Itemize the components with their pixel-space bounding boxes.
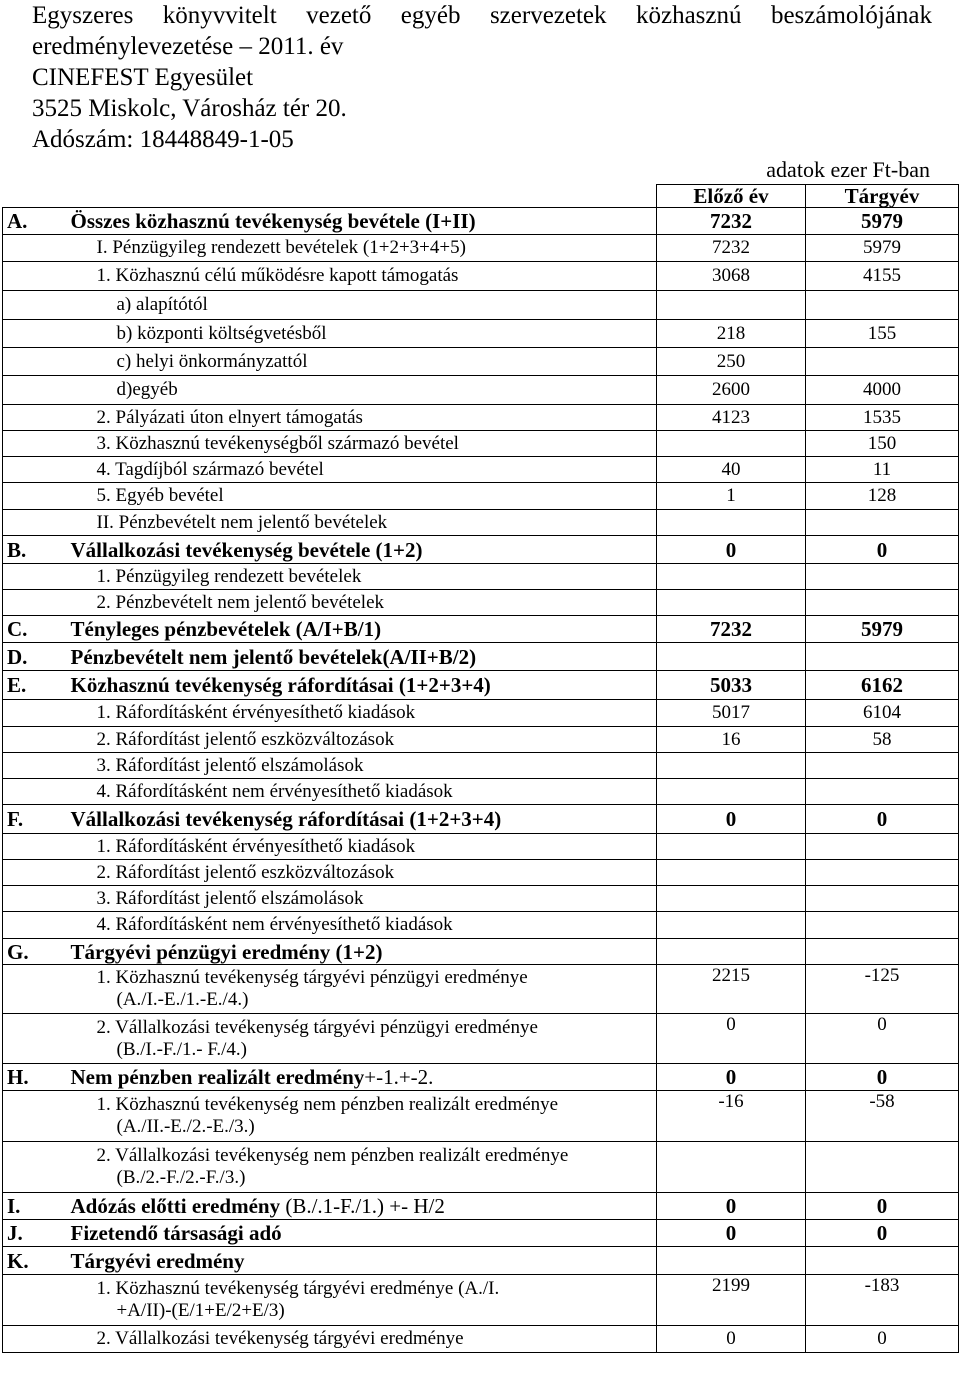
table-row (3, 235, 959, 262)
row-label: 2. Ráfordítást jelentő eszközváltozások (96, 728, 395, 750)
organization-name: CINEFEST Egyesület (32, 64, 254, 91)
table-row (3, 1142, 959, 1193)
row-letter (3, 510, 61, 536)
value-prev-year (657, 564, 806, 590)
row-label-continuation: (B./I.-F./1.- F./4.) (116, 1038, 247, 1060)
value-current-year: 0 (806, 1193, 959, 1220)
row-description (61, 700, 657, 727)
value-current-year (806, 753, 959, 779)
value-current-year: 6162 (806, 671, 959, 700)
row-letter (3, 590, 61, 616)
row-description (61, 510, 657, 536)
table-row (3, 1091, 959, 1142)
table-row (3, 405, 959, 431)
value-prev-year (657, 912, 806, 939)
row-letter (3, 886, 61, 912)
report-title-line2: eredménylevezetése – 2011. év (32, 33, 344, 60)
value-current-year: 128 (806, 483, 959, 510)
row-label: 2. Vállalkozási tevékenység tárgyévi eredménye (96, 1328, 464, 1349)
row-description (61, 1220, 657, 1247)
value-current-year (806, 1247, 959, 1275)
value-prev-year: 7232 (657, 616, 806, 643)
row-label: I. Pénzügyileg rendezett bevételek (1+2+3+4+5) (96, 237, 466, 258)
report-header (32, 0, 932, 155)
row-description (61, 939, 657, 965)
row-description (61, 483, 657, 510)
value-prev-year: 4123 (657, 405, 806, 431)
row-label: 1. Ráfordításként érvényesíthető kiadások (96, 835, 416, 857)
row-letter (3, 1326, 61, 1353)
row-letter (3, 235, 61, 262)
row-label: 2. Ráfordítást jelentő eszközváltozások (96, 861, 395, 883)
table-row (3, 1193, 959, 1220)
value-prev-year (657, 291, 806, 320)
value-current-year (806, 643, 959, 671)
row-letter (3, 291, 61, 320)
row-description (61, 912, 657, 939)
row-label: 1. Közhasznú tevékenység tárgyévi pénzügyi eredménye (96, 967, 528, 988)
row-description (61, 564, 657, 590)
row-letter: A. (3, 208, 61, 235)
value-current-year (806, 886, 959, 912)
value-prev-year: 1 (657, 483, 806, 510)
table-row (3, 483, 959, 510)
value-prev-year: 0 (657, 805, 806, 834)
value-prev-year (657, 779, 806, 805)
row-label: Közhasznú tevékenység ráfordításai (1+2+3+4) (70, 673, 491, 697)
table-row (3, 616, 959, 643)
table-row (3, 700, 959, 727)
row-label: 1. Ráfordításként érvényesíthető kiadások (96, 702, 416, 723)
value-current-year (806, 834, 959, 860)
row-description (61, 1142, 657, 1193)
table-row (3, 564, 959, 590)
row-label: Tényleges pénzbevételek (A/I+B/1) (70, 617, 382, 641)
row-letter (3, 262, 61, 291)
value-current-year: 0 (806, 1014, 959, 1064)
value-prev-year: 7232 (657, 208, 806, 235)
row-letter (3, 1275, 61, 1326)
value-prev-year (657, 1247, 806, 1275)
row-letter (3, 779, 61, 805)
row-label: 1. Közhasznú tevékenység nem pénzben realizált eredménye (96, 1094, 559, 1115)
row-label: Összes közhasznú tevékenység bevétele (I+II) (70, 209, 476, 233)
value-prev-year (657, 510, 806, 536)
table-row (3, 1247, 959, 1275)
value-prev-year (657, 643, 806, 671)
row-label: II. Pénzbevételt nem jelentő bevételek (96, 511, 388, 533)
value-current-year (806, 939, 959, 965)
row-label: 4. Tagdíjból származó bevétel (96, 458, 324, 480)
organization-address: 3525 Miskolc, Városház tér 20. (32, 95, 347, 122)
table-row (3, 671, 959, 700)
value-current-year: 150 (806, 431, 959, 457)
row-label: 3. Ráfordítást jelentő elszámolások (96, 754, 364, 776)
value-current-year: -125 (806, 965, 959, 1014)
row-letter (3, 965, 61, 1014)
row-description (61, 860, 657, 886)
row-description (61, 262, 657, 291)
report-title-line1: Egyszeres könyvvitelt vezető egyéb szervezetek közhasznú beszámolójának (32, 2, 932, 29)
value-prev-year (657, 1142, 806, 1193)
value-prev-year: 0 (657, 1193, 806, 1220)
value-prev-year: 0 (657, 1014, 806, 1064)
row-description (61, 643, 657, 671)
row-description (61, 671, 657, 700)
table-row (3, 590, 959, 616)
value-current-year: 0 (806, 1326, 959, 1353)
row-description (61, 753, 657, 779)
column-header-row (3, 185, 959, 208)
row-letter (3, 457, 61, 483)
value-prev-year: 2600 (657, 376, 806, 405)
table-row (3, 262, 959, 291)
table-row (3, 1014, 959, 1064)
value-current-year: 4000 (806, 376, 959, 405)
row-letter: H. (3, 1064, 61, 1091)
row-letter (3, 753, 61, 779)
row-description (61, 1091, 657, 1142)
table-row (3, 1275, 959, 1326)
value-current-year: 6104 (806, 700, 959, 727)
row-description (61, 616, 657, 643)
value-prev-year: 0 (657, 1220, 806, 1247)
value-prev-year (657, 834, 806, 860)
table-row (3, 1064, 959, 1091)
table-row (3, 727, 959, 753)
row-letter (3, 727, 61, 753)
row-label: 3. Közhasznú tevékenységből származó bevétel (96, 432, 459, 454)
row-label: Adózás előtti eredmény (70, 1194, 281, 1218)
row-description (61, 376, 657, 405)
row-letter: I. (3, 1193, 61, 1220)
value-current-year (806, 510, 959, 536)
row-letter: E. (3, 671, 61, 700)
value-current-year: -183 (806, 1275, 959, 1326)
row-label-suffix: (B./.1-F./1.) +- H/2 (280, 1194, 445, 1218)
row-label: 2. Pénzbevételt nem jelentő bevételek (96, 591, 385, 613)
value-current-year (806, 291, 959, 320)
row-label: Nem pénzben realizált eredmény (70, 1065, 365, 1089)
row-description (61, 779, 657, 805)
value-current-year: 0 (806, 1220, 959, 1247)
row-label-continuation: (A./II.-E./2.-E./3.) (116, 1116, 255, 1137)
row-label: a) alapítótól (116, 294, 208, 315)
value-current-year: 0 (806, 1064, 959, 1091)
row-label: 3. Ráfordítást jelentő elszámolások (96, 887, 364, 909)
value-prev-year: 250 (657, 348, 806, 376)
value-prev-year: 0 (657, 1064, 806, 1091)
row-letter: F. (3, 805, 61, 834)
unit-note: adatok ezer Ft-ban (766, 157, 930, 182)
table-row (3, 510, 959, 536)
row-label-suffix: +-1.+-2. (364, 1065, 434, 1089)
table-row (3, 965, 959, 1014)
value-prev-year: 218 (657, 320, 806, 348)
row-description (61, 1193, 657, 1220)
value-current-year (806, 590, 959, 616)
row-letter (3, 860, 61, 886)
table-row (3, 431, 959, 457)
row-description (61, 1326, 657, 1353)
value-current-year: 58 (806, 727, 959, 753)
table-row (3, 348, 959, 376)
table-row (3, 912, 959, 939)
row-description (61, 1064, 657, 1091)
value-prev-year: 3068 (657, 262, 806, 291)
row-label: Vállalkozási tevékenység bevétele (1+2) (70, 537, 423, 562)
table-row (3, 536, 959, 564)
row-description (61, 805, 657, 834)
row-description (61, 1247, 657, 1275)
table-row (3, 291, 959, 320)
table-row (3, 805, 959, 834)
table-row (3, 886, 959, 912)
income-statement-table (2, 184, 959, 1353)
value-current-year: 5979 (806, 616, 959, 643)
table-row (3, 753, 959, 779)
row-label: 2. Vállalkozási tevékenység nem pénzben realizált eredménye (96, 1145, 569, 1166)
row-label: Fizetendő társasági adó (70, 1221, 282, 1245)
table-row (3, 457, 959, 483)
row-label: c) helyi önkormányzattól (116, 350, 308, 372)
value-current-year: 5979 (806, 208, 959, 235)
row-description (61, 348, 657, 376)
value-prev-year: 16 (657, 727, 806, 753)
value-current-year (806, 564, 959, 590)
value-current-year: -58 (806, 1091, 959, 1142)
row-letter: K. (3, 1247, 61, 1275)
row-letter (3, 1014, 61, 1064)
row-letter (3, 483, 61, 510)
table-row (3, 208, 959, 235)
column-current-year: Tárgyév (806, 185, 959, 208)
row-description (61, 965, 657, 1014)
value-prev-year: 5033 (657, 671, 806, 700)
row-label: Pénzbevételt nem jelentő bevételek(A/II+B/2) (70, 644, 477, 669)
row-label-continuation: (B./2.-F./2.-F./3.) (116, 1167, 246, 1188)
row-label: Vállalkozási tevékenység ráfordításai (1+2+3+4) (70, 807, 502, 831)
value-current-year: 11 (806, 457, 959, 483)
value-prev-year: 2199 (657, 1275, 806, 1326)
row-description (61, 457, 657, 483)
row-letter (3, 1091, 61, 1142)
row-label: 5. Egyéb bevétel (96, 485, 224, 506)
row-label: 2. Vállalkozási tevékenység tárgyévi pénzügyi eredménye (96, 1016, 538, 1038)
row-label: Tárgyévi pénzügyi eredmény (1+2) (70, 939, 383, 964)
row-letter: G. (3, 939, 61, 965)
row-description (61, 727, 657, 753)
value-prev-year: -16 (657, 1091, 806, 1142)
table-row (3, 643, 959, 671)
table-row (3, 939, 959, 965)
row-description (61, 590, 657, 616)
row-description (61, 320, 657, 348)
row-label-continuation: +A/II)-(E/1+E/2+E/3) (116, 1300, 285, 1321)
table-row (3, 320, 959, 348)
row-label: 1. Pénzügyileg rendezett bevételek (96, 565, 362, 587)
value-current-year (806, 860, 959, 886)
row-label: 1. Közhasznú tevékenység tárgyévi eredménye (A./I. (96, 1278, 500, 1299)
row-letter (3, 912, 61, 939)
row-letter (3, 834, 61, 860)
value-prev-year: 40 (657, 457, 806, 483)
row-label: Tárgyévi eredmény (70, 1248, 245, 1273)
row-letter: B. (3, 536, 61, 564)
column-prev-year: Előző év (657, 185, 806, 208)
value-prev-year (657, 886, 806, 912)
value-current-year (806, 779, 959, 805)
value-prev-year (657, 860, 806, 886)
row-label: 1. Közhasznú célú működésre kapott támogatás (96, 265, 459, 286)
row-description (61, 405, 657, 431)
value-prev-year (657, 753, 806, 779)
row-description (61, 235, 657, 262)
value-current-year: 1535 (806, 405, 959, 431)
row-letter (3, 431, 61, 457)
row-label: d)egyéb (116, 379, 178, 400)
row-letter (3, 700, 61, 727)
value-prev-year (657, 939, 806, 965)
table-row (3, 376, 959, 405)
value-current-year (806, 1142, 959, 1193)
value-current-year: 4155 (806, 262, 959, 291)
value-current-year: 0 (806, 805, 959, 834)
row-description (61, 536, 657, 564)
table-row (3, 1220, 959, 1247)
row-label: 2. Pályázati úton elnyert támogatás (96, 406, 363, 428)
row-letter: D. (3, 643, 61, 671)
row-description (61, 431, 657, 457)
value-prev-year: 0 (657, 536, 806, 564)
value-prev-year: 2215 (657, 965, 806, 1014)
row-letter (3, 320, 61, 348)
row-description (61, 208, 657, 235)
value-prev-year (657, 431, 806, 457)
value-current-year (806, 912, 959, 939)
value-current-year: 0 (806, 536, 959, 564)
tax-id: Adószám: 18448849-1-05 (32, 126, 294, 153)
value-prev-year: 0 (657, 1326, 806, 1353)
value-prev-year (657, 590, 806, 616)
row-description (61, 1014, 657, 1064)
value-current-year (806, 348, 959, 376)
row-description (61, 1275, 657, 1326)
row-letter (3, 564, 61, 590)
value-current-year: 155 (806, 320, 959, 348)
value-current-year: 5979 (806, 235, 959, 262)
row-label: 4. Ráfordításként nem érvényesíthető kiadások (96, 780, 453, 802)
row-letter (3, 1142, 61, 1193)
table-row (3, 860, 959, 886)
row-description (61, 886, 657, 912)
table-row (3, 779, 959, 805)
row-label: b) központi költségvetésből (116, 322, 327, 344)
table-row (3, 1326, 959, 1353)
row-letter: C. (3, 616, 61, 643)
row-description (61, 834, 657, 860)
row-description (61, 291, 657, 320)
row-letter: J. (3, 1220, 61, 1247)
row-letter (3, 376, 61, 405)
row-label-continuation: (A./I.-E./1.-E./4.) (116, 989, 249, 1010)
table-row (3, 834, 959, 860)
row-letter (3, 405, 61, 431)
row-letter (3, 348, 61, 376)
value-prev-year: 7232 (657, 235, 806, 262)
value-prev-year: 5017 (657, 700, 806, 727)
row-label: 4. Ráfordításként nem érvényesíthető kiadások (96, 914, 453, 935)
